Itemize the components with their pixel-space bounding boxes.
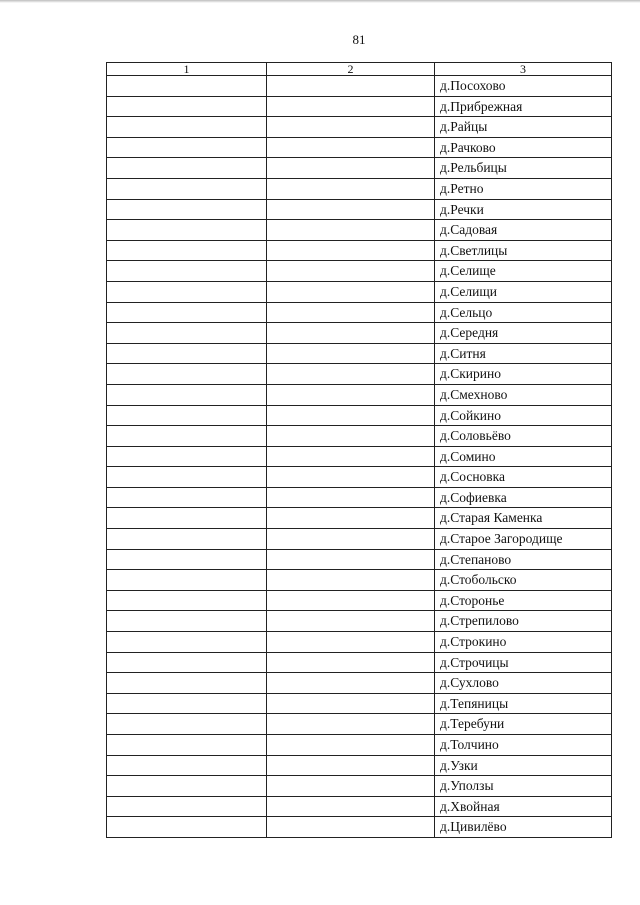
cell-col-1: [107, 220, 267, 241]
cell-col-1: [107, 178, 267, 199]
cell-col-2: [267, 652, 435, 673]
cell-col-1: [107, 570, 267, 591]
cell-col-2: [267, 158, 435, 179]
settlement-name: д.Хвойная: [435, 796, 612, 817]
cell-col-1: [107, 96, 267, 117]
cell-col-1: [107, 405, 267, 426]
cell-col-2: [267, 735, 435, 756]
cell-col-1: [107, 302, 267, 323]
cell-col-1: [107, 776, 267, 797]
table-row: [107, 137, 612, 158]
table-row: [107, 487, 612, 508]
cell-col-2: [267, 199, 435, 220]
settlement-name: д.Соловьёво: [435, 426, 612, 447]
cell-col-1: [107, 261, 267, 282]
table-header-row: [107, 63, 612, 76]
table-row: [107, 590, 612, 611]
cell-col-1: [107, 735, 267, 756]
table-row: [107, 220, 612, 241]
table-row: [107, 302, 612, 323]
cell-col-1: [107, 549, 267, 570]
cell-col-2: [267, 281, 435, 302]
table-row: [107, 281, 612, 302]
cell-col-2: [267, 446, 435, 467]
settlement-name: д.Теребуни: [435, 714, 612, 735]
cell-col-2: [267, 529, 435, 550]
table-row: [107, 570, 612, 591]
table-row: [107, 158, 612, 179]
cell-col-1: [107, 817, 267, 838]
settlement-name: д.Смехново: [435, 384, 612, 405]
settlement-name: д.Речки: [435, 199, 612, 220]
table-body: [107, 76, 612, 838]
settlement-name: д.Старая Каменка: [435, 508, 612, 529]
cell-col-2: [267, 487, 435, 508]
cell-col-1: [107, 117, 267, 138]
settlement-name: д.Сойкино: [435, 405, 612, 426]
table-row: [107, 323, 612, 344]
table-row: [107, 446, 612, 467]
settlement-name: д.Райцы: [435, 117, 612, 138]
table-row: [107, 714, 612, 735]
cell-col-1: [107, 199, 267, 220]
cell-col-2: [267, 673, 435, 694]
settlement-name: д.Строчицы: [435, 652, 612, 673]
settlement-name: д.Степаново: [435, 549, 612, 570]
table-row: [107, 611, 612, 632]
table-row: [107, 735, 612, 756]
cell-col-1: [107, 76, 267, 97]
cell-col-1: [107, 796, 267, 817]
cell-col-1: [107, 714, 267, 735]
settlement-name: д.Старое Загородище: [435, 529, 612, 550]
table-row: [107, 776, 612, 797]
page-number: 81: [352, 32, 366, 47]
table-row: [107, 467, 612, 488]
settlement-name: д.Светлицы: [435, 240, 612, 261]
settlement-name: д.Сторонье: [435, 590, 612, 611]
cell-col-1: [107, 281, 267, 302]
settlement-name: д.Садовая: [435, 220, 612, 241]
settlement-name: д.Стобольско: [435, 570, 612, 591]
table-row: [107, 117, 612, 138]
cell-col-2: [267, 570, 435, 591]
cell-col-1: [107, 137, 267, 158]
table-row: [107, 199, 612, 220]
cell-col-1: [107, 467, 267, 488]
settlement-name: д.Прибрежная: [435, 96, 612, 117]
table-row: [107, 755, 612, 776]
settlement-name: д.Сомино: [435, 446, 612, 467]
cell-col-2: [267, 611, 435, 632]
table-row: [107, 673, 612, 694]
table-row: [107, 240, 612, 261]
table-row: [107, 364, 612, 385]
table-row: [107, 796, 612, 817]
table-row: [107, 178, 612, 199]
scan-top-edge: [0, 0, 640, 3]
settlement-name: д.Уползы: [435, 776, 612, 797]
settlement-name: д.Скирино: [435, 364, 612, 385]
table-row: [107, 426, 612, 447]
cell-col-2: [267, 178, 435, 199]
cell-col-2: [267, 714, 435, 735]
cell-col-2: [267, 426, 435, 447]
settlement-name: д.Сухлово: [435, 673, 612, 694]
cell-col-1: [107, 158, 267, 179]
table-row: [107, 652, 612, 673]
table-row: [107, 549, 612, 570]
column-header-3: 3: [435, 63, 612, 76]
cell-col-2: [267, 817, 435, 838]
settlement-name: д.Селище: [435, 261, 612, 282]
cell-col-1: [107, 508, 267, 529]
settlement-name: д.Посохово: [435, 76, 612, 97]
cell-col-1: [107, 590, 267, 611]
cell-col-2: [267, 632, 435, 653]
settlement-name: д.Сосновка: [435, 467, 612, 488]
settlement-name: д.Стрепилово: [435, 611, 612, 632]
cell-col-1: [107, 240, 267, 261]
settlement-name: д.Тепяницы: [435, 693, 612, 714]
table-row: [107, 261, 612, 282]
cell-col-2: [267, 776, 435, 797]
settlement-name: д.Рачково: [435, 137, 612, 158]
cell-col-1: [107, 323, 267, 344]
cell-col-1: [107, 673, 267, 694]
cell-col-2: [267, 76, 435, 97]
cell-col-2: [267, 220, 435, 241]
table-row: [107, 529, 612, 550]
settlement-name: д.Строкино: [435, 632, 612, 653]
cell-col-1: [107, 384, 267, 405]
cell-col-2: [267, 364, 435, 385]
settlement-table: [106, 62, 612, 838]
table-row: [107, 343, 612, 364]
cell-col-1: [107, 693, 267, 714]
settlement-name: д.Узки: [435, 755, 612, 776]
table-row: [107, 76, 612, 97]
cell-col-2: [267, 549, 435, 570]
cell-col-1: [107, 652, 267, 673]
cell-col-2: [267, 590, 435, 611]
cell-col-2: [267, 755, 435, 776]
table-row: [107, 508, 612, 529]
cell-col-2: [267, 323, 435, 344]
cell-col-2: [267, 117, 435, 138]
cell-col-2: [267, 240, 435, 261]
table-row: [107, 405, 612, 426]
cell-col-2: [267, 467, 435, 488]
table-row: [107, 632, 612, 653]
cell-col-2: [267, 137, 435, 158]
cell-col-1: [107, 632, 267, 653]
cell-col-1: [107, 487, 267, 508]
settlement-name: д.Софиевка: [435, 487, 612, 508]
cell-col-1: [107, 426, 267, 447]
column-header-1: 1: [107, 63, 267, 76]
cell-col-2: [267, 796, 435, 817]
cell-col-2: [267, 693, 435, 714]
settlement-name: д.Середня: [435, 323, 612, 344]
cell-col-1: [107, 611, 267, 632]
settlement-name: д.Сельцо: [435, 302, 612, 323]
cell-col-1: [107, 364, 267, 385]
cell-col-1: [107, 446, 267, 467]
settlement-name: д.Ситня: [435, 343, 612, 364]
cell-col-2: [267, 302, 435, 323]
cell-col-1: [107, 755, 267, 776]
table-row: [107, 693, 612, 714]
cell-col-2: [267, 508, 435, 529]
table-row: [107, 384, 612, 405]
settlement-name: д.Рельбицы: [435, 158, 612, 179]
cell-col-2: [267, 384, 435, 405]
settlement-name: д.Цивилёво: [435, 817, 612, 838]
settlement-name: д.Толчино: [435, 735, 612, 756]
cell-col-1: [107, 343, 267, 364]
cell-col-2: [267, 261, 435, 282]
table-row: [107, 817, 612, 838]
table-row: [107, 96, 612, 117]
cell-col-2: [267, 343, 435, 364]
settlement-name: д.Ретно: [435, 178, 612, 199]
cell-col-2: [267, 405, 435, 426]
cell-col-1: [107, 529, 267, 550]
cell-col-2: [267, 96, 435, 117]
settlement-name: д.Селищи: [435, 281, 612, 302]
column-header-2: 2: [267, 63, 435, 76]
